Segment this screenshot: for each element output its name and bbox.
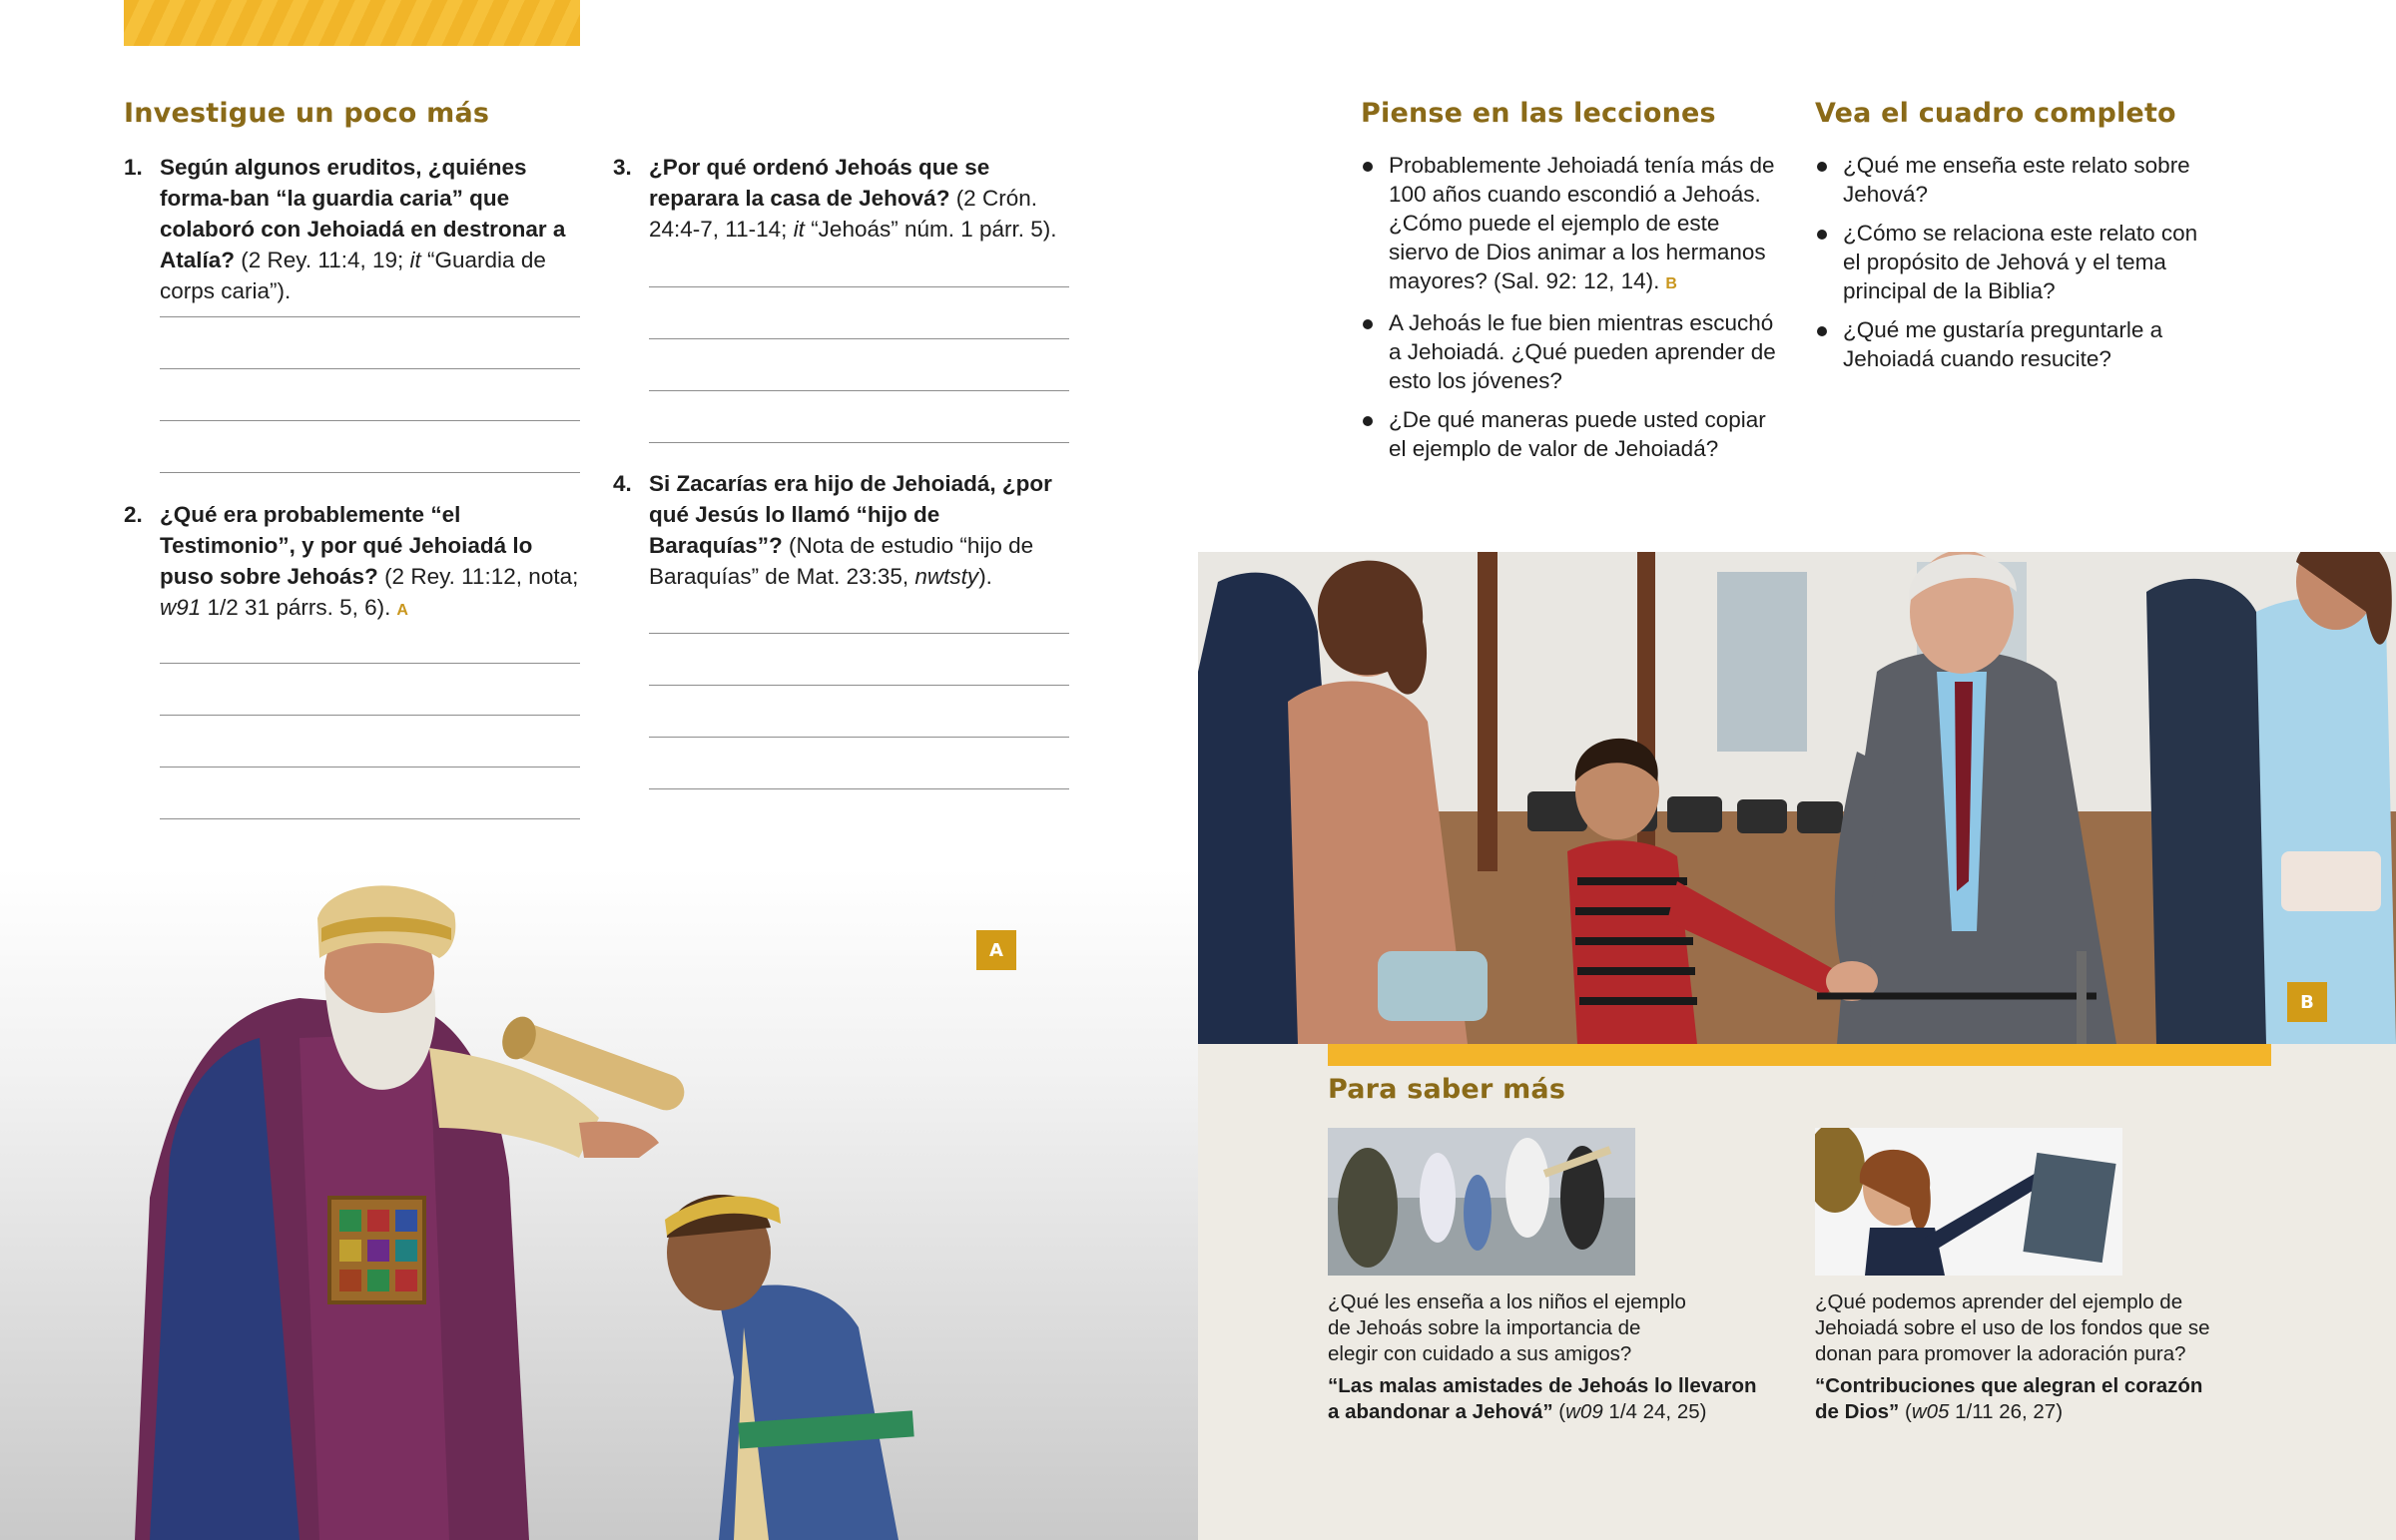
- figure-badge-b: B: [2287, 982, 2327, 1022]
- learn-more-question: ¿Qué podemos aprender del ejemplo de Jehoiadá sobre el uso de los fondos que se donan para promover la adoración pura?: [1815, 1290, 2210, 1365]
- list-item: ¿Qué me gustaría preguntarle a Jehoiadá cuando resucite?: [1815, 315, 2204, 373]
- question-text: Según algunos eruditos, ¿quiénes forma-ban “la guardia caria” que colaboró con Jehoiadá en destronar a Atalía?: [160, 155, 566, 272]
- learn-more-item-1: ¿Qué les enseña a los niños el ejemplo de Jehoás sobre la importancia de elegir con cuidado a sus amigos? “Las malas amistades de Jehoás lo llevaron a abandonar a Jehová” (w09 1/4 24, 25): [1328, 1290, 1757, 1423]
- list-item: ¿De qué maneras puede usted copiar el ejemplo de valor de Jehoiadá?: [1361, 405, 1780, 463]
- learn-more-accent-bar: [1328, 1044, 2271, 1066]
- list-item: ¿Cómo se relaciona este relato con el propósito de Jehová y el tema principal de la Biblia?: [1815, 219, 2204, 305]
- question-1: 1. Según algunos eruditos, ¿quiénes forma-ban “la guardia caria” que colaboró con Jehoiadá en destronar a Atalía? (2 Rey. 11:4, 19; it “Guardia de corps caria”).: [124, 152, 583, 306]
- answer-line[interactable]: [160, 715, 580, 716]
- answer-line[interactable]: [160, 818, 580, 819]
- section-title-learn-more: Para saber más: [1328, 1074, 1566, 1105]
- section-title-lessons: Piense en las lecciones: [1361, 98, 1716, 129]
- question-text: Si Zacarías era hijo de Jehoiadá, ¿por qué Jesús lo llamó “hijo de Baraquías”?: [649, 471, 1052, 558]
- figure-marker: A: [396, 602, 408, 619]
- learn-more-item-2: ¿Qué podemos aprender del ejemplo de Jehoiadá sobre el uso de los fondos que se donan para promover la adoración pura? “Contribuciones que alegran el corazón de Dios” (w05 1/11 26, 27): [1815, 1289, 2254, 1425]
- answer-line[interactable]: [649, 286, 1069, 287]
- article-link[interactable]: “Contribuciones que alegran el corazón de Dios”: [1815, 1374, 2203, 1423]
- photo-elder-greeting-boy: [1198, 552, 2396, 1044]
- answer-line[interactable]: [160, 368, 580, 369]
- thumbnail-jehoash-crowd[interactable]: [1328, 1128, 1635, 1276]
- question-3: 3. ¿Por qué ordenó Jehoás que se reparara la casa de Jehová? (2 Crón. 24:4-7, 11-14; it “Jehoás” núm. 1 párr. 5).: [613, 152, 1072, 245]
- figure-marker: B: [1665, 275, 1677, 292]
- section-title-investigate: Investigue un poco más: [124, 98, 490, 129]
- answer-line[interactable]: [160, 420, 580, 421]
- article-link[interactable]: “Las malas amistades de Jehoás lo llevaron a abandonar a Jehová”: [1328, 1374, 1757, 1423]
- answer-line[interactable]: [649, 685, 1069, 686]
- lessons-list: [1361, 151, 1780, 473]
- list-item: Probablemente Jehoiadá tenía más de 100 años cuando escondió a Jehoás. ¿Cómo puede el ejemplo de este siervo de Dios animar a los hermanos mayores? (Sal. 92: 12, 14). B: [1361, 151, 1780, 298]
- section-title-big-picture: Vea el cuadro completo: [1815, 98, 2176, 129]
- answer-line[interactable]: [160, 472, 580, 473]
- thumbnail-girl-contribution-box[interactable]: [1815, 1128, 2122, 1276]
- question-text: ¿Por qué ordenó Jehoás que se reparara la casa de Jehová?: [649, 155, 990, 211]
- list-item: A Jehoás le fue bien mientras escuchó a Jehoiadá. ¿Qué pueden aprender de esto los jóvenes?: [1361, 308, 1780, 395]
- answer-line[interactable]: [649, 788, 1069, 789]
- big-picture-list: [1815, 151, 2204, 383]
- question-2: 2. ¿Qué era probablemente “el Testimonio”, y por qué Jehoiadá lo puso sobre Jehoás? (2 Rey. 11:12, nota; w91 1/2 31 párrs. 5, 6). A: [124, 499, 583, 626]
- answer-line[interactable]: [160, 767, 580, 768]
- question-number: 2.: [124, 502, 143, 527]
- answer-line[interactable]: [649, 737, 1069, 738]
- answer-line[interactable]: [160, 316, 580, 317]
- list-item: ¿Qué me enseña este relato sobre Jehová?: [1815, 151, 2204, 209]
- question-number: 1.: [124, 155, 143, 180]
- answer-line[interactable]: [649, 633, 1069, 634]
- question-4: 4. Si Zacarías era hijo de Jehoiadá, ¿por qué Jesús lo llamó “hijo de Baraquías”? (Nota de estudio “hijo de Baraquías” de Mat. 23:35, nwtsty).: [613, 468, 1072, 592]
- question-number: 3.: [613, 155, 632, 180]
- answer-line[interactable]: [649, 390, 1069, 391]
- question-text: ¿Qué era probablemente “el Testimonio”, y por qué Jehoiadá lo puso sobre Jehoás?: [160, 502, 533, 589]
- answer-line[interactable]: [649, 442, 1069, 443]
- answer-line[interactable]: [160, 663, 580, 664]
- figure-badge-a: A: [976, 930, 1016, 970]
- learn-more-question: ¿Qué les enseña a los niños el ejemplo de Jehoás sobre la importancia de elegir con cuidado a sus amigos?: [1328, 1290, 1686, 1365]
- question-number: 4.: [613, 471, 632, 496]
- header-accent-bar: [124, 0, 580, 46]
- answer-line[interactable]: [649, 338, 1069, 339]
- illustration-priest-crowning-boy: [0, 858, 1198, 1540]
